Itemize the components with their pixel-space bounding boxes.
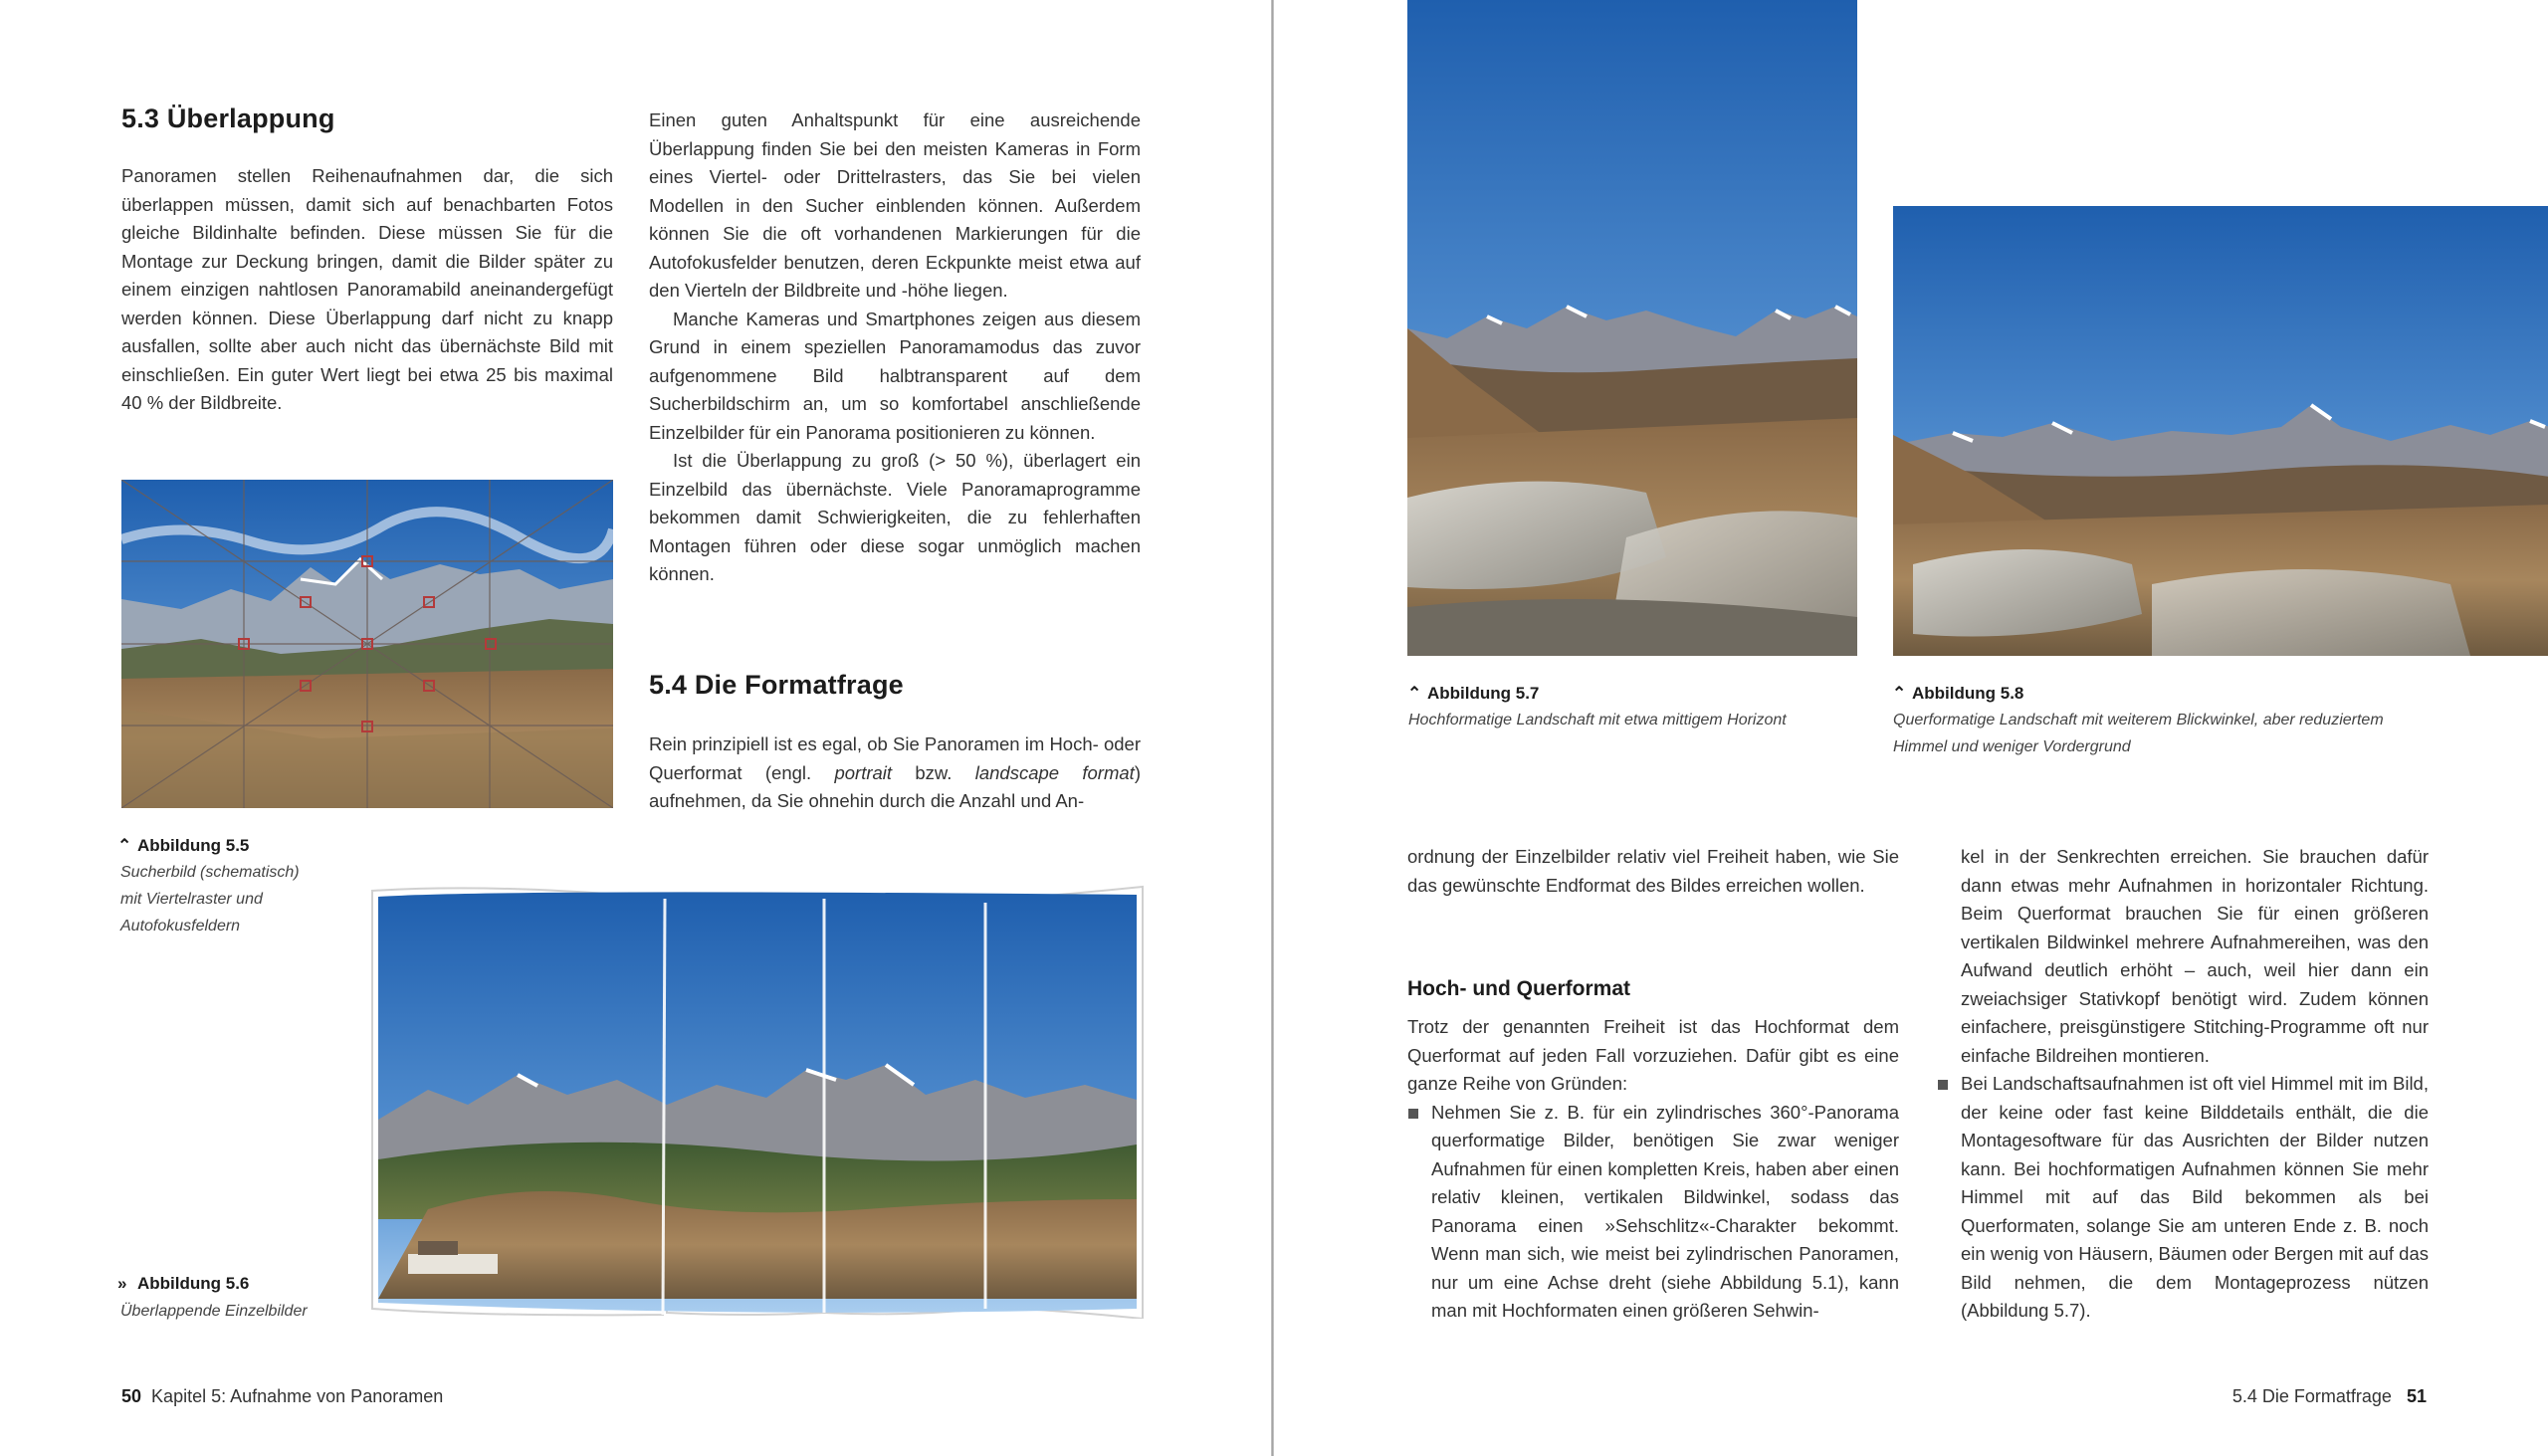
chevron-double-right-icon: » — [117, 1274, 127, 1293]
figure-5-6-caption: Überlappende Einzelbilder — [120, 1303, 308, 1320]
text-column-2 — [1937, 843, 2429, 1326]
list-item: Bei Landschaftsaufnahmen ist oft viel Himmel mit im Bild, der keine oder fast keine Bilddetails enthält, die die Montagesoftware für das Ausrichten der Bilder nutzen kann. Bei hochformatigen Aufnahmen können Sie mehr Himmel mit auf das Bild bekommen als bei Querformaten, solange Sie am unteren Ende z. B. noch ein wenig von Häusern, Bäumen oder Bergen mit auf das Bild nehmen, die dem Montageprozess nützen (Abbildung 5.7). — [1937, 1070, 2429, 1326]
figure-5-7-title: ⌃ Abbildung 5.7 — [1407, 684, 1540, 703]
text-column-2 — [649, 106, 1141, 589]
figure-5-8-title: ⌃ Abbildung 5.8 — [1892, 684, 2024, 703]
paragraph: ordnung der Einzelbilder relativ viel Freiheit haben, wie Sie das gewünschte Endformat des Bildes erreichen wollen. — [1407, 846, 1899, 896]
paragraph: Einen guten Anhaltspunkt für eine ausreichende Überlappung finden Sie bei den meisten Kameras in Form eines Viertel- oder Drittelrasters, das Sie bei vielen Modellen in den Sucher einblenden können. Außerdem können Sie die oft vorhandenen Markierungen für die Autofokusfelder benutzen, deren Eckpunkte meist etwa auf den Vierteln der Bildbreite und -höhe liegen. — [649, 109, 1141, 301]
page-number: 50 — [121, 1386, 142, 1406]
left-page — [0, 0, 1272, 1456]
paragraph: Manche Kameras und Smartphones zeigen aus diesem Grund in einem speziellen Panoramamodus das zuvor aufgenommene Bild halbtransparent auf dem Sucherbildschirm an, um so komfortabel anschließende Einzelbilder für ein Panorama positionieren zu können. — [649, 308, 1141, 443]
running-head: 5.4 Die Formatfrage — [2231, 1386, 2392, 1406]
paragraph: kel in der Senkrechten erreichen. Sie brauchen dafür dann etwas mehr Aufnahmen in horizontaler Richtung. Beim Querformat brauchen Sie für einen größeren vertikalen Bildwinkel mehrere Aufnahmereihen, was den Aufwand deutlich erhöht – auch, weil hier dann ein zweiachsiger Stativkopf benötigt wird. Zudem können einfachere, preisgünstigere Stitching-Programme oft nur einfache Bildreihen montieren. — [1961, 846, 2429, 1066]
page-number: 51 — [2406, 1386, 2427, 1406]
text-column-1 — [1407, 843, 1899, 900]
figure-5-7-portrait-landscape — [1407, 0, 1857, 656]
page-footer-left — [121, 1386, 443, 1407]
paragraph: Trotz der genannten Freiheit ist das Hochformat dem Querformat auf jeden Fall vorzuziehen. Dafür gibt es eine ganze Reihe von Gründen: — [1407, 1016, 1899, 1094]
page-footer-right — [2232, 1386, 2427, 1407]
chevron-double-up-icon: ⌃ — [1892, 684, 1907, 703]
figure-5-5-caption: Sucherbild (schematisch) mit Viertelraster und Autofokusfeldern — [120, 864, 300, 935]
running-head: Kapitel 5: Aufnahme von Panoramen — [151, 1386, 444, 1406]
figure-5-6-overlapping-images — [368, 881, 1147, 1319]
paragraph: Rein prinzipiell ist es egal, ob Sie Panoramen im Hoch- oder Querformat (engl. portrait bzw. landscape format) aufnehmen, da Sie ohnehin durch die Anzahl und An- — [649, 733, 1141, 811]
figure-5-7-caption: Hochformatige Landschaft mit etwa mittigem Horizont — [1408, 712, 1787, 728]
bullet-list — [1937, 1070, 2429, 1326]
bullet-list — [1407, 1099, 1899, 1326]
list-item: Nehmen Sie z. B. für ein zylindrisches 360°-Panorama querformatige Bilder, benötigen Sie zwar weniger Aufnahmen für einen kompletten Kreis, haben aber einen relativ kleinen, vertikalen Bildwinkel, sodass das Panorama einen »Sehschlitz«-Charakter bekommt. Wenn man sich, wie meist bei zylindrischen Panoramen, nur um eine Achse dreht (siehe Abbildung 5.1), kann man mit Hochformaten einen größeren Sehwin- — [1407, 1099, 1899, 1326]
chevron-double-up-icon: ⌃ — [117, 836, 132, 855]
text-column-2-b — [649, 730, 1141, 816]
chevron-double-up-icon: ⌃ — [1407, 684, 1422, 703]
figure-5-8-caption: Querformatige Landschaft mit weiterem Blickwinkel, aber reduziertem Himmel und weniger Vordergrund — [1893, 712, 2384, 755]
figure-5-6-title: » Abbildung 5.6 — [117, 1274, 250, 1293]
subheading: Hoch- und Querformat — [1407, 977, 1630, 1000]
section-heading-5-4: 5.4 Die Formatfrage — [649, 670, 904, 700]
paragraph: Panoramen stellen Reihenaufnahmen dar, die sich überlappen müssen, damit sich auf benachbarten Fotos gleiche Bildinhalte befinden. Diese müssen Sie für die Montage zur Deckung bringen, damit die Bilder später zu einem einzigen nahtlosen Panoramabild aneinandergefügt werden können. Diese Überlappung darf nicht zu knapp ausfallen, sollte aber auch nicht das übernächste Bild mit einschließen. Ein guter Wert liegt bei etwa 25 bis maximal 40 % der Bildbreite. — [121, 165, 613, 413]
figure-5-5-viewfinder — [121, 480, 613, 808]
text-column-1 — [121, 162, 613, 418]
text-column-1-b — [1407, 1013, 1899, 1326]
right-page — [1274, 0, 2548, 1456]
figure-5-5-title: ⌃ Abbildung 5.5 — [117, 836, 250, 855]
section-heading-5-3: 5.3 Überlappung — [121, 104, 335, 133]
paragraph: Ist die Überlappung zu groß (> 50 %), überlagert ein Einzelbild das übernächste. Viele Panoramaprogramme bekommen damit Schwierigkeiten, die zu fehlerhaften Montagen führen oder diese sogar unmöglich machen können. — [649, 450, 1141, 584]
figure-5-8-landscape-format — [1893, 206, 2548, 656]
